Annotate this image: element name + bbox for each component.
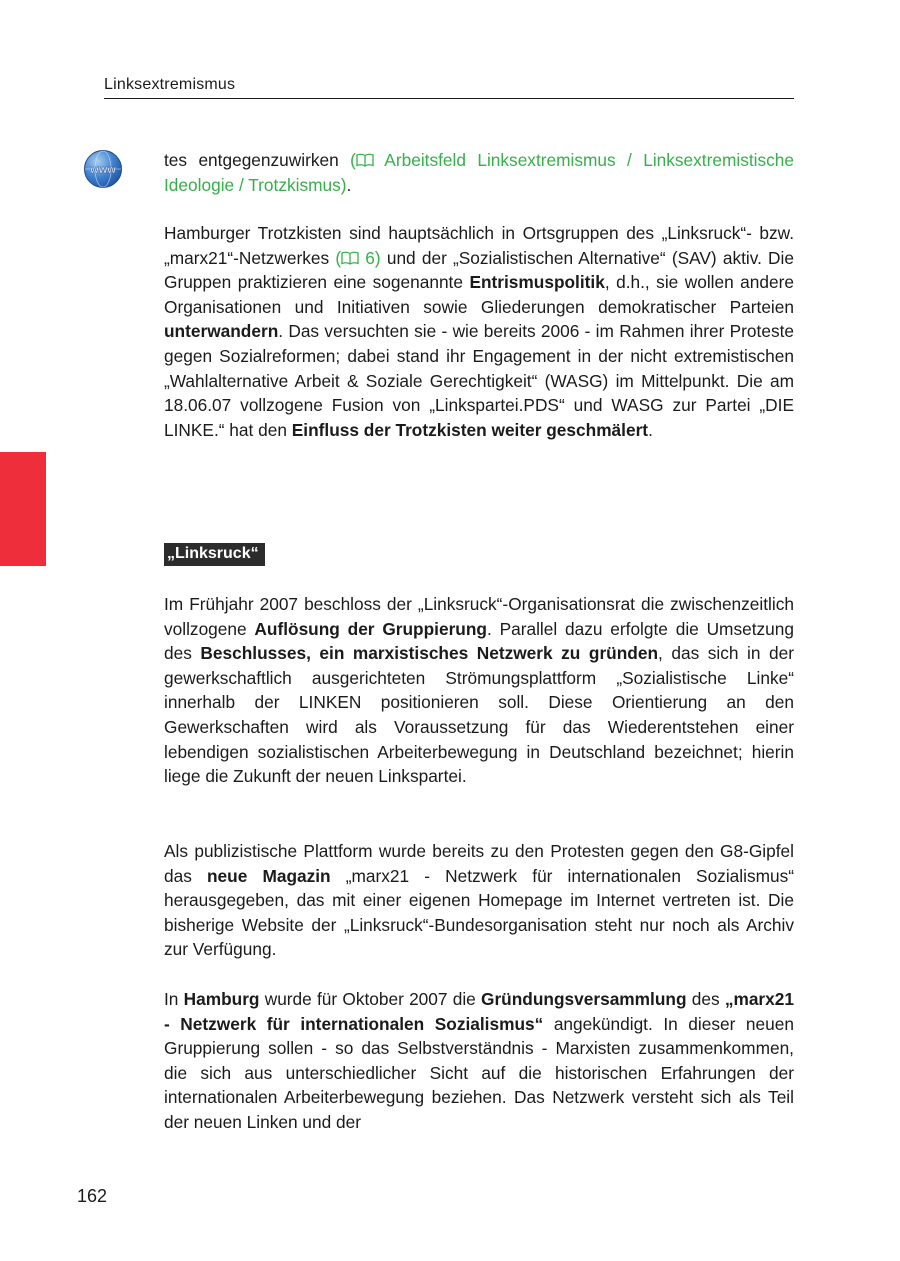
p3-bold-term: Auflösung der Gruppierung bbox=[254, 618, 487, 639]
p4-text: Als publizistische Plattform wurde bereits zu den Protesten gegen den G8-Gipfel das bbox=[164, 841, 794, 886]
p5-text: des bbox=[686, 989, 725, 1009]
p2-text: Hamburger Trotzkisten sind hauptsächlich in Ortsgruppen des „Linksruck“- bzw. „marx21“-Netzwerkes bbox=[164, 223, 794, 268]
chapter-side-tab bbox=[0, 452, 46, 566]
p5-bold-term: Hamburg bbox=[183, 989, 260, 1009]
p2-ref-text: 6) bbox=[359, 247, 381, 268]
p4-bold-term: neue Magazin bbox=[206, 865, 331, 886]
p2-reference-link[interactable] bbox=[335, 248, 380, 268]
p2-ref-open: ( bbox=[335, 247, 342, 268]
paragraph-2 bbox=[164, 221, 794, 442]
p5-bold-term: „marx21 - Netzwerk für internationalen Sozialismus“ bbox=[164, 989, 794, 1034]
paragraph-1 bbox=[164, 148, 794, 197]
p5-text: In bbox=[164, 989, 184, 1009]
book-icon bbox=[341, 251, 359, 265]
www-globe-icon[interactable] bbox=[83, 149, 123, 189]
header-rule bbox=[104, 98, 794, 99]
p5-text: wurde für Oktober 2007 die bbox=[259, 989, 482, 1009]
p5-bold-term: Gründungsversammlung bbox=[481, 989, 687, 1009]
p1-text: tes entgegenzuwirken bbox=[164, 150, 351, 170]
running-head-title: Linksextremismus bbox=[104, 76, 236, 93]
p2-bold-term: Entrismuspolitik bbox=[469, 272, 605, 293]
svg-text:www: www bbox=[90, 164, 116, 176]
p3-bold-term: Beschlusses, ein marxistisches Netzwerk zu gründen bbox=[200, 643, 659, 664]
p1-text-end: . bbox=[346, 174, 352, 195]
section-heading-linksruck: „Linksruck“ bbox=[164, 543, 265, 566]
page-number: 162 bbox=[77, 1186, 108, 1206]
p3-text: . Parallel dazu erfolgte die Umsetzung des bbox=[164, 618, 794, 664]
p4-text: „marx21 - Netzwerk für internationalen Sozialismus“ herausgegeben, das mit einer eigenen Homepage im Internet vertreten ist. Die bisherige Website der „Linksruck“-Bundesorganisation steht nur noch als Archiv zur Verfügung. bbox=[164, 865, 794, 960]
p5-text: angekündigt. In dieser neuen Gruppierung sollen - so das Selbstverständnis - Marxisten zusammenkommen, die sich aus unterschiedlicher Sicht auf die historischen Erfahrungen der internationalen Arbeiterbewegung beziehen. Das Netzwerk versteht sich als Teil der neuen Linken und der bbox=[164, 1013, 794, 1132]
p3-text: Im Frühjahr 2007 beschloss der „Linksruck“-Organisationsrat die zwischenzeitlich vollzogene bbox=[164, 594, 794, 639]
p1-ref-text: Arbeitsfeld Linksextremismus / Linksextremistische Ideologie / Trotzkismus) bbox=[164, 150, 794, 195]
p1-ref-open: ( bbox=[350, 150, 356, 170]
p2-text: . bbox=[648, 419, 653, 440]
p2-bold-term: Einfluss der Trotzkisten weiter geschmälert bbox=[291, 419, 649, 440]
p2-bold-term: unterwandern bbox=[164, 321, 279, 342]
paragraph-5 bbox=[164, 987, 794, 1135]
paragraph-3 bbox=[164, 592, 794, 789]
book-icon bbox=[356, 153, 374, 167]
paragraph-4 bbox=[164, 839, 794, 962]
p3-text: , das sich in der gewerkschaftlich ausgerichteten Strömungsplattform „Sozialistische Linke“ innerhalb der LINKEN positionieren soll. Diese Orientierung an den Gewerkschaften wird als Voraussetzung für das Wiederentstehen einer lebendigen sozialistischen Arbeiterbewegung in Deutschland bezeichnet; hierin liege die Zukunft der neuen Linkspartei. bbox=[164, 643, 794, 787]
p2-text: . Das versuchten sie - wie bereits 2006 - im Rahmen ihrer Proteste gegen Sozialreformen; dabei stand ihr Engagement in der nicht extremistischen „Wahlalternative Arbeit & Soziale Gerechtigkeit“ (WASG) im Mittelpunkt. Die am 18.06.07 vollzogene Fusion von „Linkspartei.PDS“ und WASG zur Partei „DIE LINKE.“ hat den bbox=[164, 321, 794, 440]
p2-text: und der „Sozialistischen Alternative“ (SAV) aktiv. Die Gruppen praktizieren eine sogenannte bbox=[164, 247, 794, 293]
p2-text: , d.h., sie wollen andere Organisationen und Initiativen sowie Gliederungen demokratischer Parteien bbox=[164, 272, 794, 317]
